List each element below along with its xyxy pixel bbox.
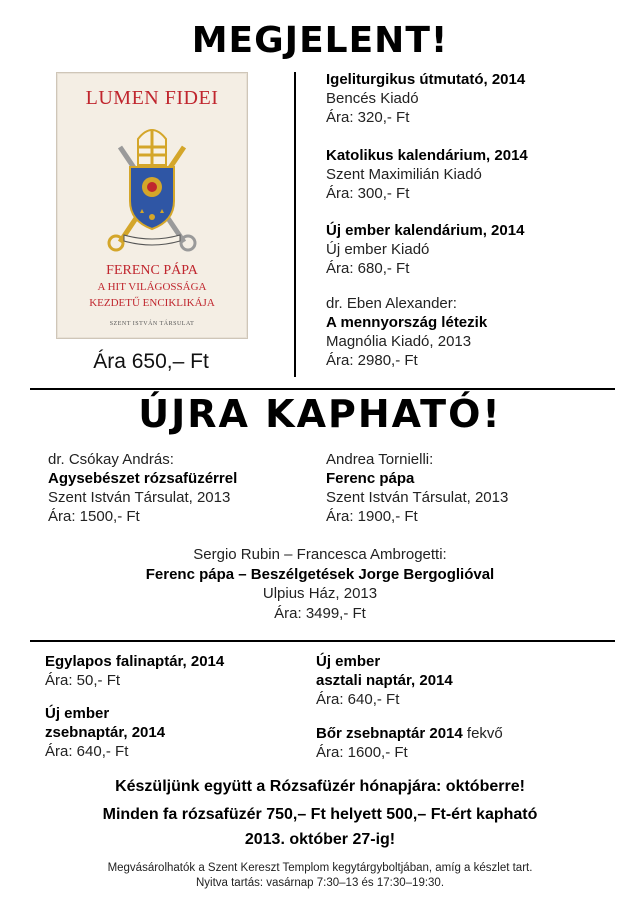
- book-price: Ára: 680,- Ft: [326, 260, 410, 277]
- book-publisher: Szent István Társulat, 2013: [326, 489, 509, 506]
- papal-coat-of-arms-icon: [102, 117, 202, 257]
- heading-megjelent: MEGJELENT!: [191, 20, 449, 61]
- book-title: Ferenc pápa – Beszélgetések Jorge Bergoglióval: [145, 565, 495, 583]
- book-price: Ára: 320,- Ft: [326, 109, 410, 126]
- book-price: Ára: 2980,- Ft: [326, 352, 418, 369]
- new-book-item: [326, 294, 487, 370]
- book-title: Igeliturgikus útmutató, 2014: [326, 71, 526, 88]
- book-price: Ára: 300,- Ft: [326, 185, 410, 202]
- new-book-item: [326, 221, 524, 278]
- book-price: Ára: 1500,- Ft: [48, 508, 140, 525]
- book-cover-lumen-fidei: [56, 72, 248, 339]
- new-book-item: [326, 70, 525, 127]
- book-publisher: Szent István Társulat, 2013: [48, 489, 231, 506]
- book-title: Ferenc pápa: [326, 470, 415, 487]
- calendar-title: Új ember: [316, 653, 381, 670]
- calendar-price: Ára: 1600,- Ft: [316, 744, 408, 761]
- again-book-item: [326, 450, 508, 526]
- calendar-item: [45, 652, 224, 690]
- calendar-item: [316, 724, 503, 762]
- calendar-price: Ára: 640,- Ft: [45, 743, 129, 760]
- promo-line: Minden fa rózsafüzér 750,– Ft helyett 500,– Ft-ért kapható: [102, 806, 538, 823]
- book-publisher: Bencés Kiadó: [326, 90, 419, 107]
- promo-line: Készüljünk együtt a Rózsafüzér hónapjára: októberre!: [115, 778, 525, 795]
- cover-title: LUMEN FIDEI: [85, 87, 219, 109]
- book-price: Ára: 3499,- Ft: [274, 604, 366, 622]
- book-publisher: Magnólia Kiadó, 2013: [326, 333, 472, 350]
- book-price: Ára: 1900,- Ft: [326, 508, 418, 525]
- cover-line-author: FERENC PÁPA: [106, 263, 198, 278]
- calendar-item: [316, 652, 453, 709]
- book-author: dr. Eben Alexander:: [326, 295, 457, 312]
- book-title: Új ember kalendárium, 2014: [326, 222, 525, 239]
- calendar-price: Ára: 640,- Ft: [316, 691, 400, 708]
- promo-line: 2013. október 27-ig!: [244, 831, 396, 848]
- cover-line-subtitle-2: KEZDETŰ ENCIKLIKÁJA: [89, 297, 215, 309]
- book-title: A mennyország létezik: [326, 314, 488, 331]
- book-author: dr. Csókay András:: [48, 451, 174, 468]
- book-publisher: Ulpius Ház, 2013: [262, 585, 378, 602]
- cover-line-subtitle: A HIT VILÁGOSSÁGA: [97, 281, 207, 293]
- calendar-extra: fekvő: [462, 725, 503, 742]
- again-book-item-centered: [0, 545, 640, 623]
- book-title: Agysebészet rózsafüzérrel: [48, 470, 238, 487]
- book-publisher: Új ember Kiadó: [326, 241, 430, 258]
- horizontal-divider: [30, 640, 615, 642]
- calendar-title: Új ember: [45, 705, 110, 722]
- calendar-title-2: asztali naptár, 2014: [316, 672, 453, 689]
- calendar-title: Egylapos falinaptár, 2014: [45, 653, 225, 670]
- book-author: Sergio Rubin – Francesca Ambrogetti:: [193, 546, 447, 563]
- again-book-item: [48, 450, 237, 526]
- book-publisher: Szent Maximilián Kiadó: [326, 166, 482, 183]
- footer-note: Megvásárolhatók a Szent Kereszt Templom kegytárgyboltjában, amíg a készlet tart.: [107, 862, 533, 874]
- cover-price: Ára 650,– Ft: [93, 350, 209, 373]
- vertical-divider: [294, 72, 296, 377]
- footer-hours: Nyitva tartás: vasárnap 7:30–13 és 17:30–19:30.: [195, 877, 445, 889]
- heading-ujra-kaphato: ÚJRA KAPHATÓ!: [138, 392, 502, 436]
- cover-publisher: SZENT ISTVÁN TÁRSULAT: [109, 321, 195, 327]
- book-title: Katolikus kalendárium, 2014: [326, 147, 528, 164]
- horizontal-divider: [30, 388, 615, 390]
- book-author: Andrea Tornielli:: [326, 451, 434, 468]
- calendar-title: Bőr zsebnaptár 2014: [316, 725, 463, 742]
- calendar-price: Ára: 50,- Ft: [45, 672, 121, 689]
- calendar-title-2: zsebnaptár, 2014: [45, 724, 166, 741]
- calendar-item: [45, 704, 165, 761]
- new-book-item: [326, 146, 528, 203]
